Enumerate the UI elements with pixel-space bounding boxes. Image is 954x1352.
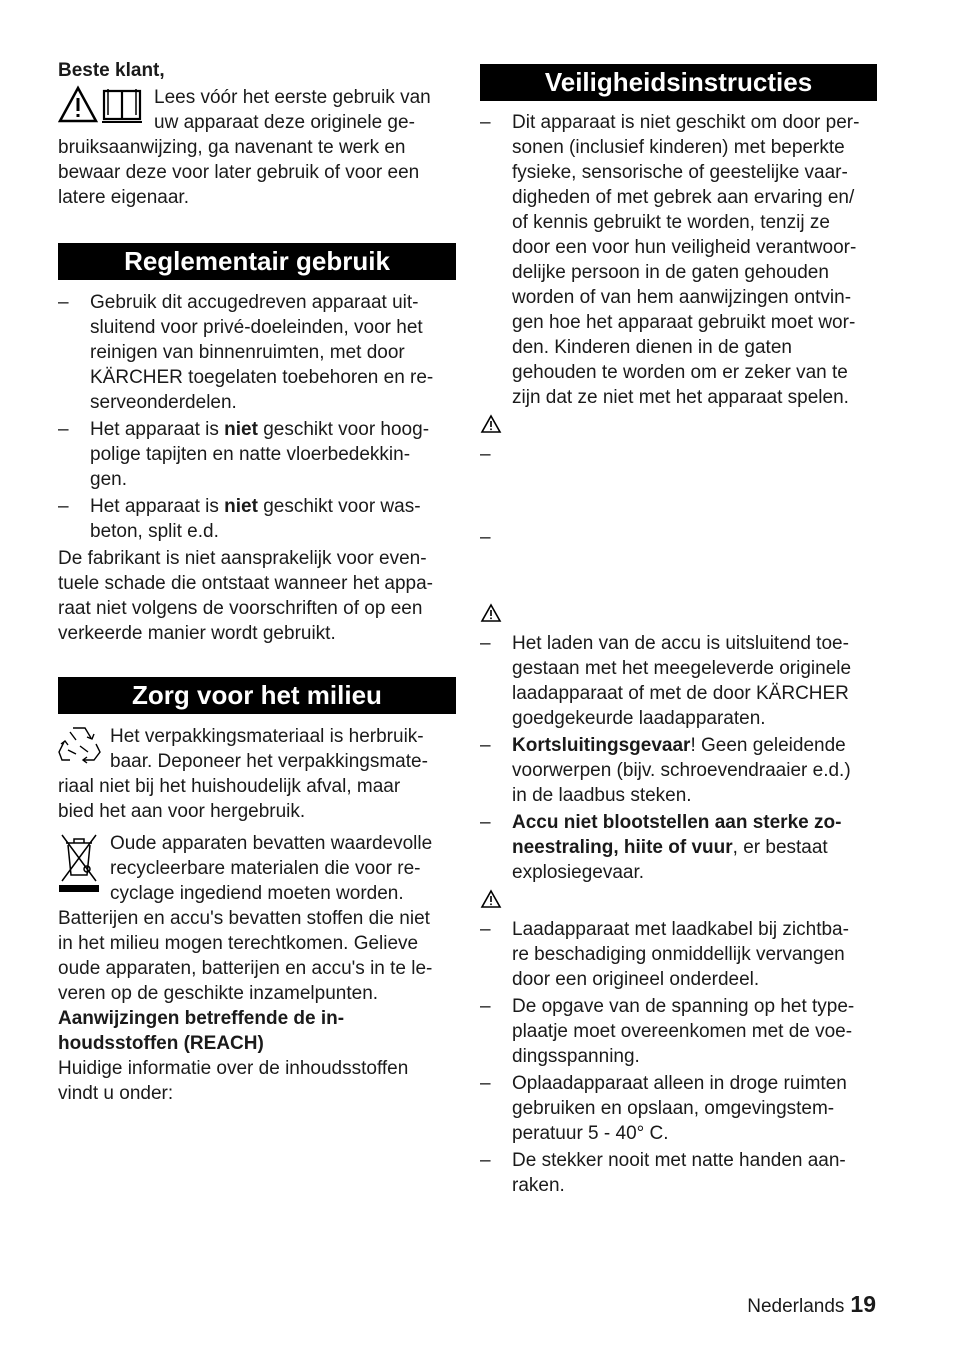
list-dash: – [480,1150,491,1171]
battery-line: oude apparaten, batterijen en accu's in te le- [58,958,433,979]
item-line: dingsspanning. [512,1046,640,1067]
recycle-line: Het verpakkingsmateriaal is herbruik- [110,726,424,747]
warning-manual-icon [58,85,146,132]
item-line: Gebruik dit accugedreven apparaat uit- [90,292,419,313]
item-line: neestraling, hiite of vuur, er bestaat [512,837,828,858]
recycle-line: baar. Deponeer het verpakkingsmate- [110,751,428,772]
section-title-environment: Zorg voor het milieu [58,677,456,714]
list-dash: – [480,444,491,465]
warning-icon [480,603,877,629]
item-line: Accu niet blootstellen aan sterke zo- [512,812,842,833]
charge-item [480,810,877,885]
list-dash: – [480,1073,491,1094]
item-line: KÄRCHER toegelaten toebehoren en re- [90,367,434,388]
item-line: laadapparaat of met de door KÄRCHER [512,683,849,704]
use-item [58,494,456,544]
item-line: gehouden te worden om er zeker van te [512,362,848,383]
item-line: serveonderdelen. [90,392,237,413]
list-dash: – [58,292,69,313]
list-dash: – [58,419,69,440]
charger-item [480,917,877,992]
item-line: raken. [512,1175,565,1196]
charger-item [480,1148,877,1198]
item-line: in de laadbus steken. [512,785,692,806]
item-line: beton, split e.d. [90,521,219,542]
item-line: worden of van hem aanwijzingen ontvin- [512,287,852,308]
item-line: gen hoe het apparaat gebruikt moet wor- [512,312,856,333]
note-line: verkeerde manier wordt gebruikt. [58,623,336,644]
reach-title: houdsstoffen (REACH) [58,1033,264,1054]
section-title-use: Reglementair gebruik [58,243,456,280]
item-line: digheden of met gebrek aan ervaring en/ [512,187,855,208]
list-dash: – [480,735,491,756]
intro-line: bewaar deze voor later gebruik of voor een [58,162,420,183]
weee-line: recycleerbare materialen die voor re- [110,858,421,879]
weee-line: Oude apparaten bevatten waardevolle [110,833,433,854]
page-footer [747,1292,876,1319]
use-note [58,546,456,646]
intro-block [58,85,456,210]
item-line: peratuur 5 - 40° C. [512,1123,669,1144]
item-line: sluitend voor privé-doeleinden, voor het [90,317,423,338]
item-line: Kortsluitingsgevaar! Geen geleidende [512,735,846,756]
weee-block [58,831,456,906]
reach-text: Huidige informatie over de inhoudsstoffen [58,1058,409,1079]
right-column [480,64,877,1198]
item-line: den. Kinderen dienen in de gaten [512,337,792,358]
list-dash: – [480,112,491,133]
use-item [58,417,456,492]
item-line: zijn dat ze niet met het apparaat spelen. [512,387,849,408]
item-line: voorwerpen (bijv. schroevendraaier e.d.) [512,760,851,781]
item-line: Dit apparaat is niet geschikt om door per- [512,112,860,133]
battery-block [58,906,456,1006]
item-line: door een voor hun veiligheid verantwoor- [512,237,857,258]
item-line: gen. [90,469,127,490]
reach-text: vindt u onder: [58,1083,174,1104]
left-column [58,58,456,1106]
item-line: explosiegevaar. [512,862,645,883]
item-line: gestaan met het meegeleverde originele [512,658,852,679]
list-dash: – [58,496,69,517]
item-line: delijke persoon in de gaten gehouden [512,262,829,283]
list-dash: – [480,527,491,548]
battery-line: in het milieu mogen terechtkomen. Gelieve [58,933,419,954]
item-line: door een origineel onderdeel. [512,969,760,990]
item-line: De opgave van de spanning op het type- [512,996,855,1017]
intro-line: Lees vóór het eerste gebruik van [154,87,431,108]
warning-icon [480,889,877,915]
reach-title: Aanwijzingen betreffende de in- [58,1008,345,1029]
charger-item [480,994,877,1069]
item-line: Het apparaat is niet geschikt voor hoog- [90,419,430,440]
note-line: raat niet volgens de voorschriften of op een [58,598,423,619]
list-dash: – [480,996,491,1017]
battery-line: Batterijen en accu's bevatten stoffen die niet [58,908,430,929]
item-line: plaatje moet overeenkomen met de voe- [512,1021,853,1042]
recycle-line: riaal niet bij het huishoudelijk afval, maar [58,776,401,797]
charge-item [480,733,877,808]
item-line: goedgekeurde laadapparaten. [512,708,766,729]
item-line: Het laden van de accu is uitsluitend toe- [512,633,849,654]
item-line: of kennis gebruikt te worden, tenzij ze [512,212,830,233]
footer-language: Nederlands [747,1296,845,1317]
safety-item [480,110,877,410]
recycle-block [58,724,456,824]
item-line: Oplaadapparaat alleen in droge ruimten [512,1073,847,1094]
use-item [58,290,456,415]
item-line: re beschadiging onmiddellijk vervangen [512,944,845,965]
list-dash: – [480,633,491,654]
greeting: Beste klant, [58,60,165,81]
note-line: tuele schade die ontstaat wanneer het appa- [58,573,433,594]
item-line: De stekker nooit met natte handen aan- [512,1150,846,1171]
intro-line: uw apparaat deze originele ge- [154,112,415,133]
recycle-line: bied het aan voor hergebruik. [58,801,306,822]
charger-item [480,1071,877,1146]
warning-icon [480,414,877,440]
item-line: fysieke, sensorische of geestelijke vaar- [512,162,848,183]
list-dash: – [480,812,491,833]
section-title-safety: Veiligheidsinstructies [480,64,877,101]
battery-line: veren op de geschikte inzamelpunten. [58,983,379,1004]
intro-line: bruiksaanwijzing, ga navenant te werk en [58,137,406,158]
charge-item [480,631,877,731]
note-line: De fabrikant is niet aansprakelijk voor even- [58,548,427,569]
recycle-icon [58,724,101,771]
item-line: reinigen van binnenruimten, met door [90,342,405,363]
item-line: gebruiken en opslaan, omgevingstem- [512,1098,835,1119]
item-line: polige tapijten en natte vloerbedekkin- [90,444,411,465]
item-line: Laadapparaat met laadkabel bij zichtba- [512,919,849,940]
crossed-bin-icon [58,831,100,900]
item-line: Het apparaat is niet geschikt voor was- [90,496,421,517]
list-dash: – [480,919,491,940]
item-line: sonen (inclusief kinderen) met beperkte [512,137,845,158]
weee-line: cyclage ingediend moeten worden. [110,883,404,904]
page-number: 19 [850,1291,876,1317]
intro-line: latere eigenaar. [58,187,189,208]
